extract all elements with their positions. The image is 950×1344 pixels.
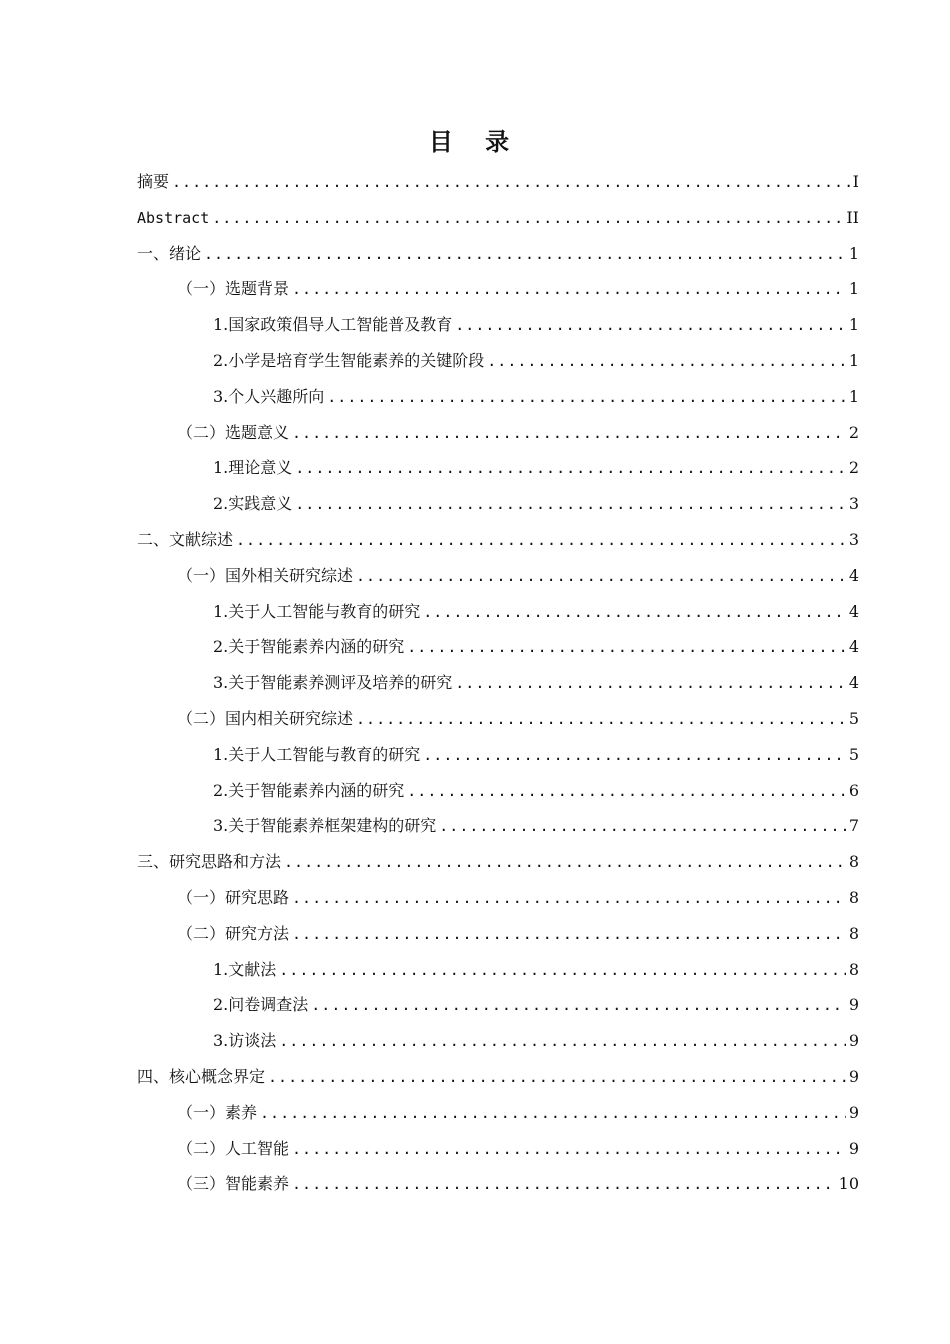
toc-entry[interactable] [137, 379, 859, 415]
toc-entry[interactable] [137, 271, 859, 307]
toc-entry-page-number: 9 [848, 1031, 859, 1051]
toc-entry-page-number: 6 [848, 780, 859, 800]
toc-entry-label: Abstract [137, 208, 210, 227]
toc-entry-label: 三、研究思路和方法 [137, 852, 282, 872]
toc-entry-page-number: 1 [848, 315, 859, 335]
toc-entry-page-number: 9 [848, 1102, 859, 1122]
toc-entry-page-number: 8 [848, 959, 859, 979]
toc-entry[interactable] [137, 808, 859, 844]
toc-entry-label: 2.问卷调查法 [213, 995, 309, 1015]
toc-entry-page-number: 1 [848, 279, 859, 299]
toc-entry-label: （一）国外相关研究综述 [177, 565, 354, 585]
toc-entry[interactable] [137, 558, 859, 594]
toc-entry-label: 1.国家政策倡导人工智能普及教育 [213, 315, 453, 335]
toc-entry-label: 1.关于人工智能与教育的研究 [213, 744, 421, 764]
toc-entry-page-number: 8 [848, 852, 859, 872]
toc-entry[interactable] [137, 629, 859, 665]
toc-entry-page-number: 1 [848, 350, 859, 370]
toc-entry[interactable] [137, 415, 859, 451]
toc-dot-leader [292, 917, 846, 953]
toc-entry-page-number: 9 [848, 1138, 859, 1158]
toc-entry[interactable] [137, 880, 859, 916]
toc-dot-leader [279, 1024, 846, 1060]
toc-entry-page-number: 8 [848, 887, 859, 907]
toc-entry-page-number: 4 [848, 673, 859, 693]
toc-entry-page-number: 3 [848, 494, 859, 514]
toc-entry[interactable] [137, 737, 859, 773]
toc-entry-label: （二）国内相关研究综述 [177, 708, 354, 728]
toc-entry-label: （二）选题意义 [177, 422, 290, 442]
toc-dot-leader [407, 774, 846, 810]
toc-entry[interactable] [137, 952, 859, 988]
toc-entry-page-number: 5 [848, 708, 859, 728]
toc-entry-page-number: 4 [848, 601, 859, 621]
toc-dot-leader [423, 595, 846, 631]
toc-entry[interactable] [137, 987, 859, 1023]
toc-dot-leader [284, 845, 846, 881]
toc-entry-page-number: 2 [848, 458, 859, 478]
toc-dot-leader [407, 630, 846, 666]
toc-entry-label: 3.访谈法 [213, 1031, 277, 1051]
toc-dot-leader [311, 988, 846, 1024]
toc-entry-page-number: 7 [848, 816, 859, 836]
toc-entry-label: （一）素养 [177, 1102, 258, 1122]
toc-entry-label: （一）研究思路 [177, 887, 290, 907]
toc-entry-page-number: 3 [848, 529, 859, 549]
toc-entry[interactable] [137, 236, 859, 272]
toc-entry-label: （三）智能素养 [177, 1174, 290, 1194]
toc-entry-label: （二）研究方法 [177, 923, 290, 943]
toc-dot-leader [356, 702, 846, 738]
toc-entry-label: 1.文献法 [213, 959, 277, 979]
toc-entry-page-number: 1 [848, 243, 859, 263]
toc-entry[interactable] [137, 1059, 859, 1095]
toc-entry-page-number: 2 [848, 422, 859, 442]
toc-dot-leader [439, 809, 846, 845]
toc-entry[interactable] [137, 307, 859, 343]
toc-entry-label: 3.关于智能素养测评及培养的研究 [213, 673, 453, 693]
toc-dot-leader [204, 237, 846, 273]
toc-dot-leader [292, 1167, 836, 1203]
toc-dot-leader [268, 1060, 846, 1096]
toc-entry-label: 2.小学是培育学生智能素养的关键阶段 [213, 350, 485, 370]
page-title: 目 录 [428, 128, 522, 156]
toc-entry[interactable] [137, 594, 859, 630]
toc-dot-leader [212, 201, 843, 237]
toc-entry-label: 四、核心概念界定 [137, 1066, 266, 1086]
toc-entry-page-number: 5 [848, 744, 859, 764]
toc-dot-leader [236, 523, 846, 559]
toc-dot-leader [423, 738, 846, 774]
toc-dot-leader [455, 308, 846, 344]
toc-entry-page-number: 9 [848, 995, 859, 1015]
toc-entry-page-number: 4 [848, 637, 859, 657]
toc-dot-leader [292, 881, 846, 917]
toc-entry-label: 一、绪论 [137, 243, 202, 263]
toc-entry-label: （一）选题背景 [177, 279, 290, 299]
toc-dot-leader [487, 344, 846, 380]
toc-dot-leader [279, 953, 846, 989]
toc-entry-label: 3.关于智能素养框架建构的研究 [213, 816, 437, 836]
toc-entry[interactable] [137, 343, 859, 379]
toc-entry-label: 1.关于人工智能与教育的研究 [213, 601, 421, 621]
toc-dot-leader [327, 380, 846, 416]
toc-dot-leader [172, 165, 850, 201]
toc-dot-leader [455, 666, 846, 702]
toc-dot-leader [292, 272, 846, 308]
toc-entry[interactable] [137, 916, 859, 952]
toc-entry[interactable] [137, 164, 859, 200]
toc-dot-leader [292, 1132, 846, 1168]
toc-entry[interactable] [137, 486, 859, 522]
toc-entry-label: 2.关于智能素养内涵的研究 [213, 637, 405, 657]
toc-entry[interactable] [137, 773, 859, 809]
toc-dot-leader [295, 451, 846, 487]
toc-entry[interactable] [137, 844, 859, 880]
toc-entry[interactable] [137, 522, 859, 558]
toc-entry-label: 2.实践意义 [213, 494, 293, 514]
toc-entry[interactable] [137, 1095, 859, 1131]
toc-entry-label: 1.理论意义 [213, 458, 293, 478]
toc-entry-page-number: 1 [848, 386, 859, 406]
toc-dot-leader [292, 416, 846, 452]
toc-entry[interactable] [137, 1131, 859, 1167]
toc-entry[interactable] [137, 665, 859, 701]
toc-entry-label: 摘要 [137, 172, 170, 191]
toc-entry[interactable] [137, 200, 859, 236]
toc-entry[interactable] [137, 1166, 859, 1202]
toc-entry-page-number: 8 [848, 923, 859, 943]
toc-dot-leader [356, 559, 846, 595]
toc-entry[interactable] [137, 1023, 859, 1059]
toc-entry-page-number: 4 [848, 565, 859, 585]
toc-entry-label: 3.个人兴趣所向 [213, 386, 325, 406]
toc-entry-label: 2.关于智能素养内涵的研究 [213, 780, 405, 800]
toc-entry-page-number: II [846, 207, 859, 227]
toc-dot-leader [260, 1096, 846, 1132]
toc-entry-page-number: 9 [848, 1066, 859, 1086]
toc-entry[interactable] [137, 450, 859, 486]
table-of-contents [137, 164, 859, 1202]
toc-entry-page-number: I [852, 172, 859, 191]
toc-entry-label: 二、文献综述 [137, 529, 234, 549]
toc-entry-page-number: 10 [838, 1174, 859, 1194]
toc-entry[interactable] [137, 701, 859, 737]
toc-dot-leader [295, 487, 846, 523]
toc-entry-label: （二）人工智能 [177, 1138, 290, 1158]
